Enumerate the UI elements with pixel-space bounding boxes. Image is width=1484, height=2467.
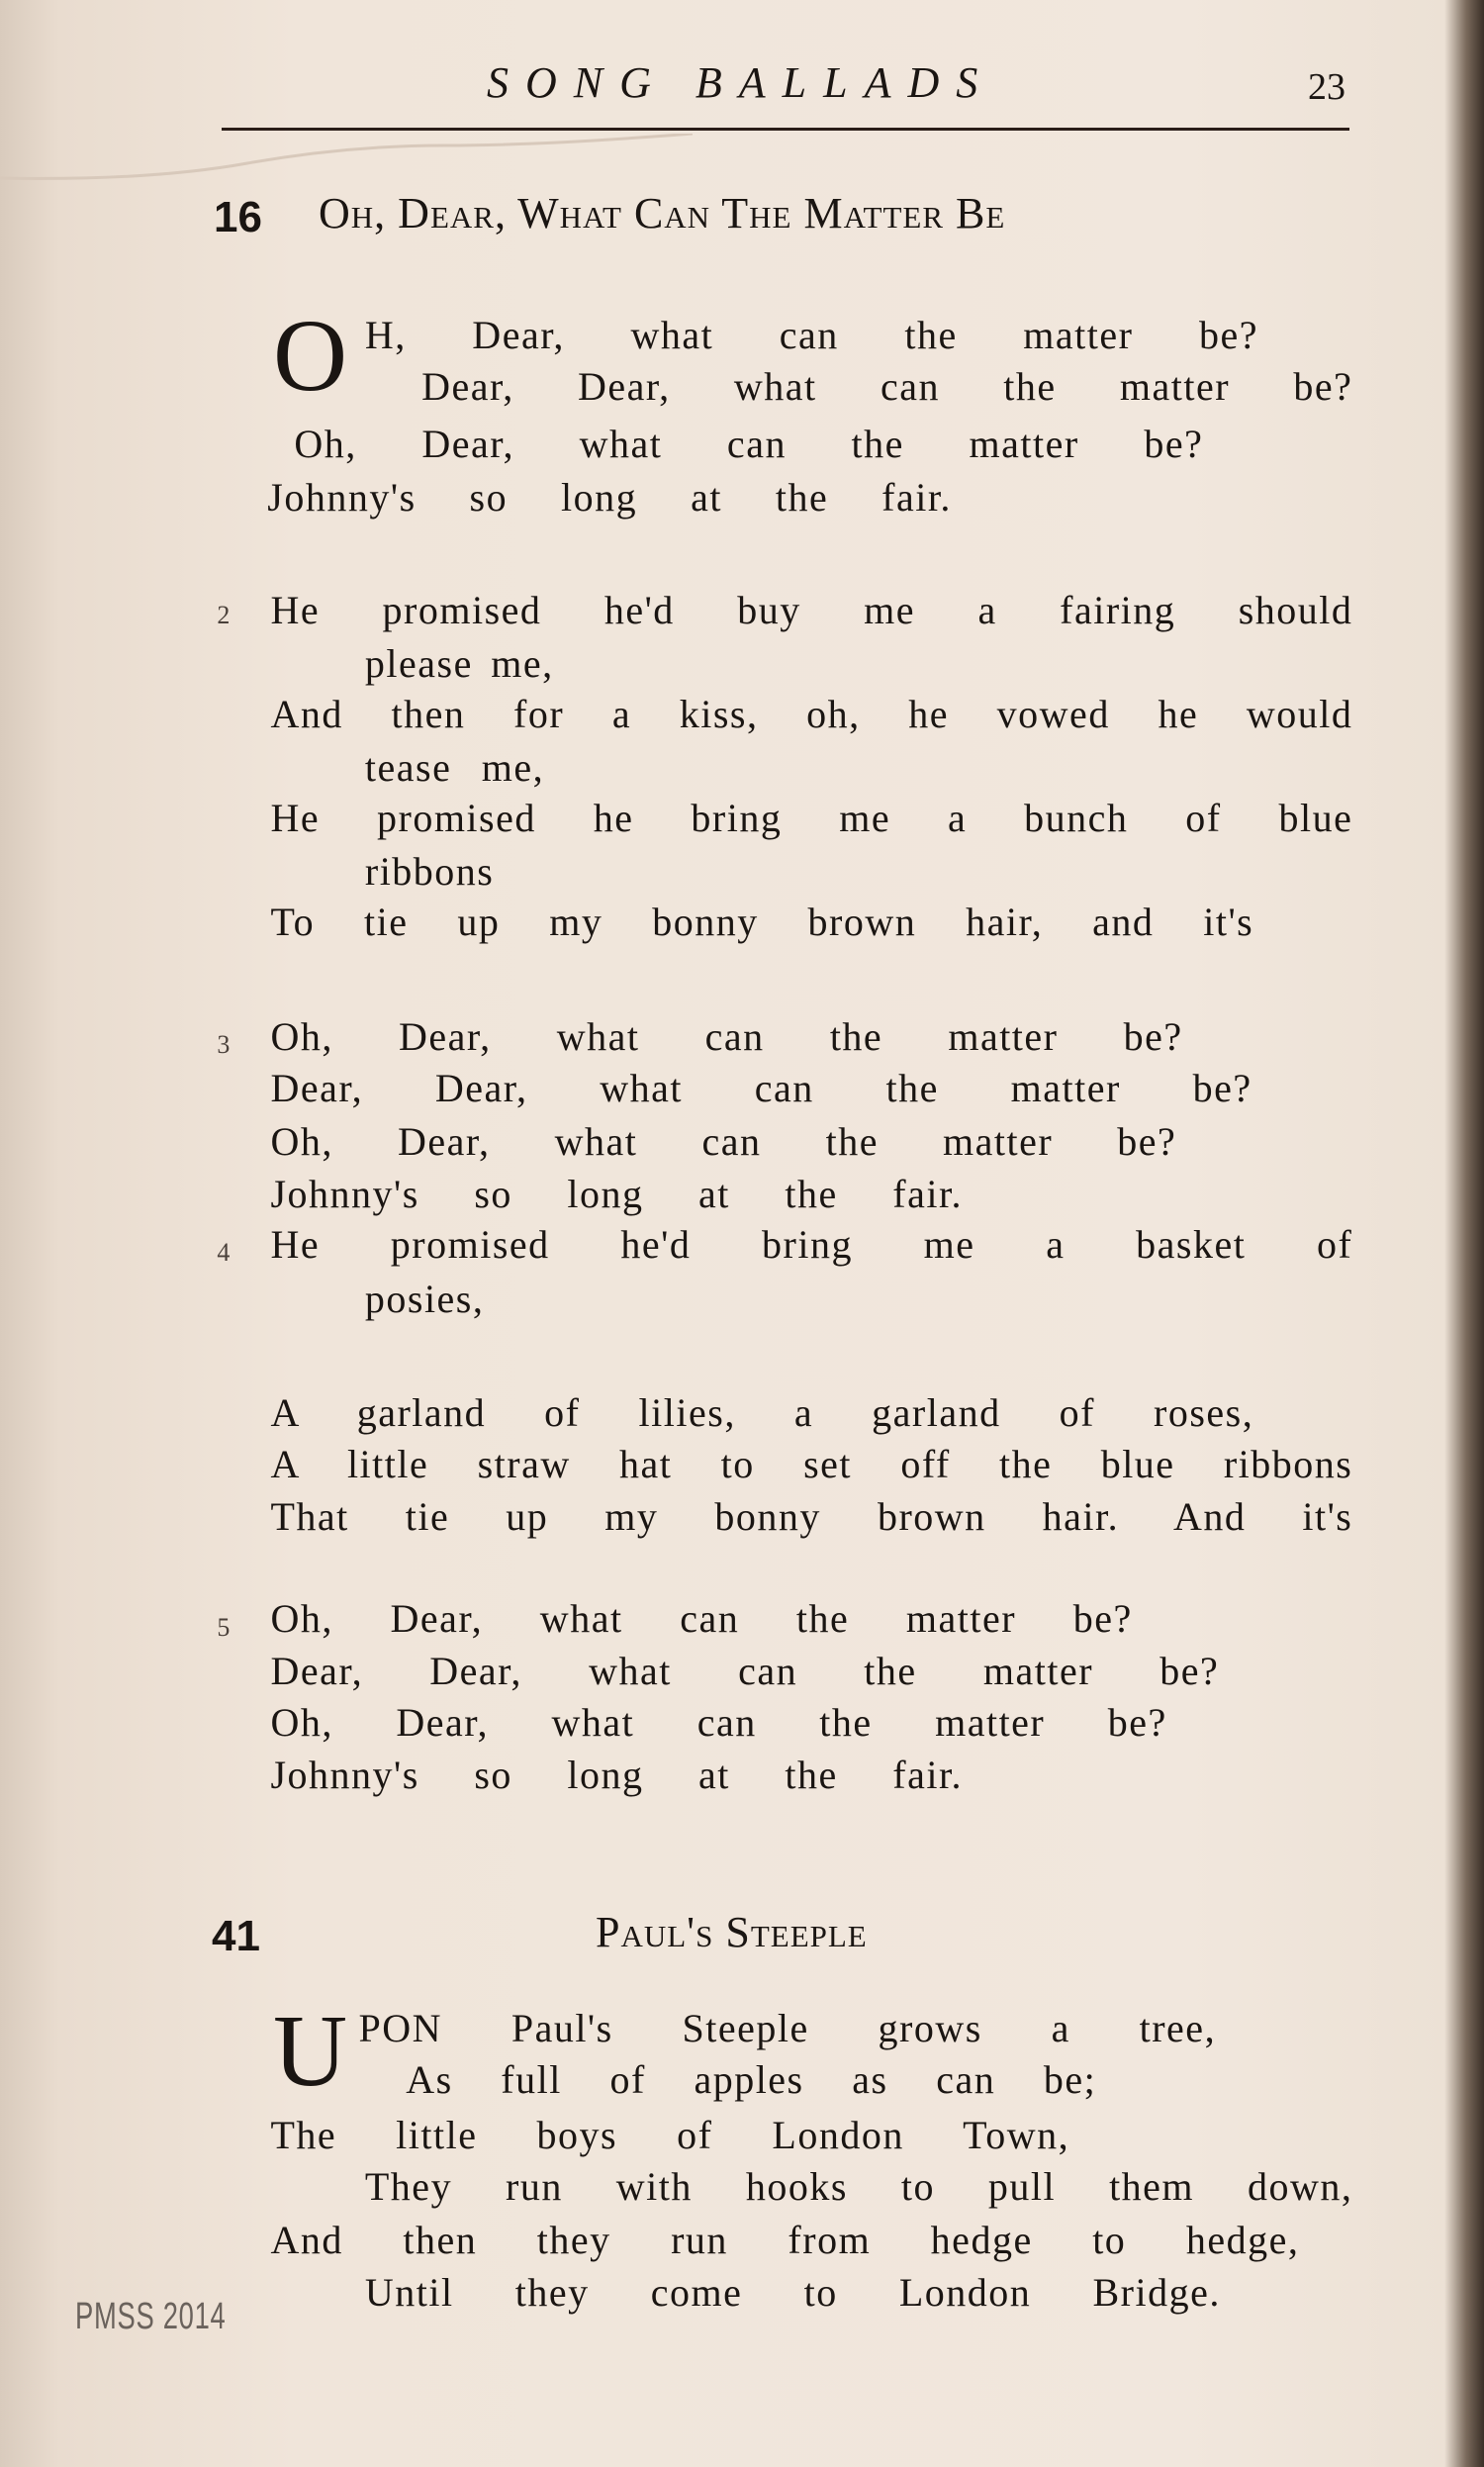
song-title: Paul's Steeple <box>596 1908 868 1956</box>
lyric-line: Dear, Dear, what can the matter be? <box>270 1648 1220 1693</box>
song-title: Oh, Dear, What Can The Matter Be <box>319 189 1006 237</box>
verse-number: 2 <box>217 601 231 630</box>
lyric-line: He promised he bring me a bunch of blue <box>270 795 1353 840</box>
drop-cap: O <box>273 299 348 413</box>
lyric-line: tease me, <box>364 745 545 791</box>
page-crease <box>0 134 693 183</box>
lyric-line: Oh, Dear, what can the matter be? <box>270 1013 1183 1059</box>
lyric-line: He promised he'd bring me a basket of <box>270 1221 1353 1267</box>
lyric-line: That tie up my bonny brown hair. And it's <box>270 1493 1353 1539</box>
lyric-line: posies, <box>364 1277 485 1322</box>
running-head: SONG BALLADS <box>487 58 995 107</box>
lyric-line: The little boys of London Town, <box>270 2112 1070 2157</box>
drop-cap: U <box>273 1994 348 2108</box>
lyric-line: A little straw hat to set off the blue ribbons <box>270 1442 1353 1487</box>
lyric-line: Until they come to London Bridge. <box>364 2269 1221 2315</box>
page-number: 23 <box>1308 66 1345 108</box>
song-number: 16 <box>214 193 262 241</box>
lyric-line: A garland of lilies, a garland of roses, <box>270 1389 1254 1435</box>
verse-number: 5 <box>217 1612 231 1642</box>
header-rule <box>222 128 1349 131</box>
lyric-line: Johnny's so long at the fair. <box>267 474 952 520</box>
lyric-line: To tie up my bonny brown hair, and it's <box>270 899 1254 944</box>
lyric-line: Johnny's so long at the fair. <box>270 1171 964 1216</box>
lyric-line: Oh, Dear, what can the matter be? <box>294 421 1204 466</box>
lyric-line: H, Dear, what can the matter be? <box>364 312 1258 357</box>
lyric-line: Oh, Dear, what can the matter be? <box>270 1596 1133 1642</box>
lyric-line: He promised he'd buy me a fairing should <box>270 588 1353 633</box>
lyric-line: Dear, Dear, what can the matter be? <box>421 364 1353 410</box>
lyric-line: As full of apples as can be; <box>406 2057 1097 2103</box>
lyric-line: And then for a kiss, oh, he vowed he would <box>270 692 1353 736</box>
lyric-line: And then they run from hedge to hedge, <box>270 2218 1300 2263</box>
lyric-line: PON Paul's Steeple grows a tree, <box>358 2005 1217 2050</box>
lyric-line: please me, <box>364 641 554 687</box>
lyric-line: They run with hooks to pull them down, <box>364 2164 1353 2210</box>
lyric-line: Oh, Dear, what can the matter be? <box>270 1119 1177 1165</box>
lyric-line: ribbons <box>364 849 495 894</box>
lyric-line: Oh, Dear, what can the matter be? <box>270 1700 1167 1746</box>
verse-number: 3 <box>217 1030 231 1060</box>
song-number: 41 <box>212 1912 260 1960</box>
verse-number: 4 <box>217 1238 231 1268</box>
watermark: PMSS 2014 <box>75 2296 227 2337</box>
lyric-line: Dear, Dear, what can the matter be? <box>270 1066 1252 1111</box>
lyric-line: Johnny's so long at the fair. <box>270 1752 964 1797</box>
